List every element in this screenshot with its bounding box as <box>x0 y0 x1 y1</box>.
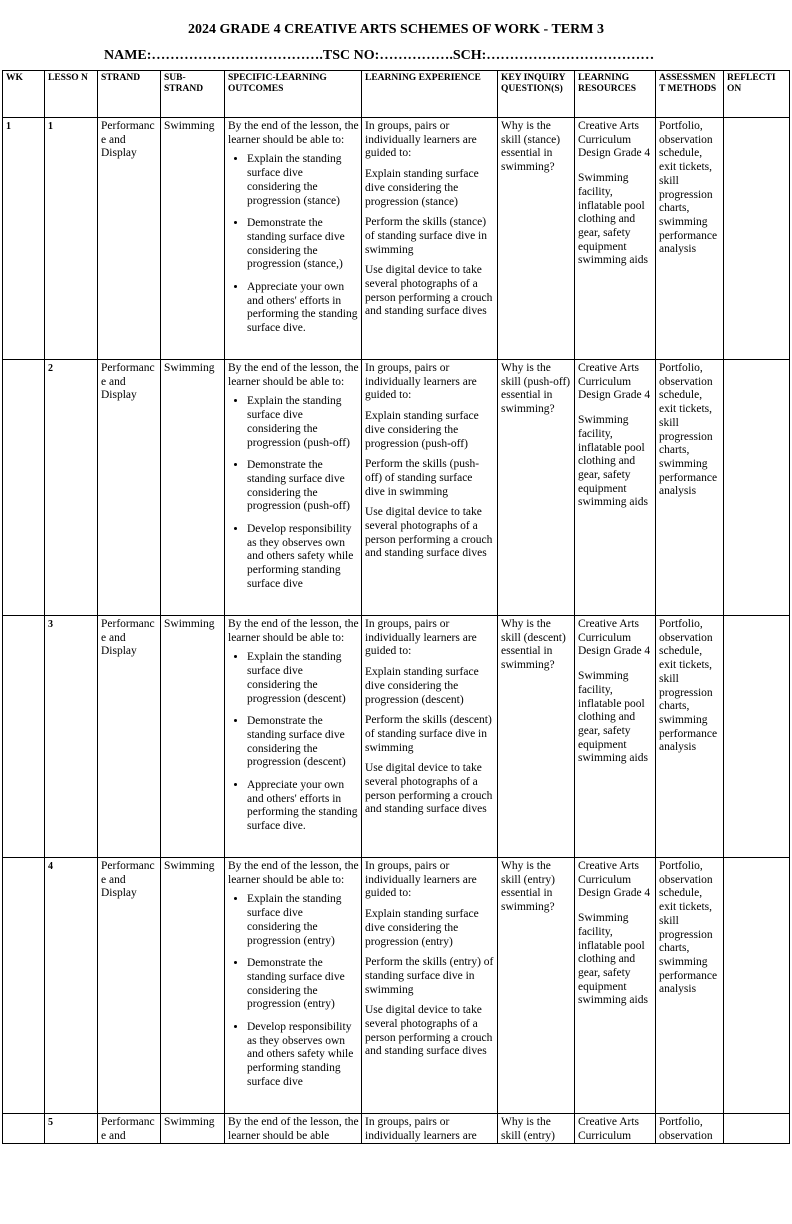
wk-cell <box>3 616 45 858</box>
resources-cell <box>575 360 656 616</box>
outcomes-cell <box>225 360 362 616</box>
outcome-item: • Explain the standing surface dive considering the progression (descent) <box>247 651 359 706</box>
reflection-cell <box>724 118 790 360</box>
col-header-outcomes: SPECIFIC-LEARNING OUTCOMES <box>225 71 362 118</box>
strand-cell: Performance and <box>98 1114 161 1144</box>
name-tsc-school-line: NAME:……………………………….TSC NO:…………….SCH:……………………………… <box>104 48 655 63</box>
question-cell: Why is the skill (entry) <box>498 1114 575 1144</box>
outcome-item: • Demonstrate the standing surface dive considering the progression (descent) <box>247 715 359 770</box>
strand-cell: Performance and Display <box>98 616 161 858</box>
col-header-wk: WK <box>3 71 45 118</box>
resources-design: Creative Arts Curriculum Design Grade 4 <box>578 860 651 900</box>
lesson-cell: 3 <box>45 616 98 858</box>
outcomes-list <box>228 395 359 591</box>
scheme-of-work-table <box>2 70 790 1144</box>
outcomes-cell <box>225 1114 362 1144</box>
resources-cell <box>575 118 656 360</box>
col-header-sub-strand: SUB-STRAND <box>161 71 225 118</box>
lesson-cell: 1 <box>45 118 98 360</box>
experience-para: Use digital device to take several photographs of a person performing a crouch and standing surface dives <box>365 264 493 318</box>
assessment-cell: Portfolio, observation schedule, exit tickets, skill progression charts, swimming performance analysis <box>656 118 724 360</box>
wk-cell <box>3 1114 45 1144</box>
resources-cell <box>575 616 656 858</box>
outcomes-intro: By the end of the lesson, the learner should be able to: <box>228 362 359 388</box>
sub-strand-cell: Swimming <box>161 118 225 360</box>
table-header-row <box>3 71 790 118</box>
resources-design: Creative Arts Curriculum <box>578 1116 639 1142</box>
sub-strand-cell: Swimming <box>161 858 225 1114</box>
outcome-item: • Explain the standing surface dive considering the progression (stance) <box>247 153 359 208</box>
assessment-cell: Portfolio, observation <box>656 1114 724 1144</box>
resources-design: Creative Arts Curriculum Design Grade 4 <box>578 618 651 658</box>
experience-para: Explain standing surface dive considering the progression (push-off) <box>365 410 479 450</box>
experience-para: Perform the skills (entry) of standing surface dive in swimming <box>365 956 494 996</box>
wk-cell: 1 <box>3 118 45 360</box>
outcomes-cell <box>225 118 362 360</box>
col-header-lesson: LESSO N <box>45 71 98 118</box>
resources-cell <box>575 1114 656 1144</box>
experience-cell <box>362 1114 498 1144</box>
experience-cell <box>362 360 498 616</box>
outcome-item: • Demonstrate the standing surface dive considering the progression (entry) <box>247 957 359 1012</box>
experience-para: Explain standing surface dive considering the progression (descent) <box>365 666 479 706</box>
experience-para: Use digital device to take several photographs of a person performing a crouch and standing surface dives <box>365 1004 493 1058</box>
experience-cell <box>362 858 498 1114</box>
resources-cell <box>575 858 656 1114</box>
experience-para: In groups, pairs or individually learners are <box>365 1116 477 1142</box>
experience-para: In groups, pairs or individually learners are guided to: <box>365 362 477 402</box>
document-title: 2024 GRADE 4 CREATIVE ARTS SCHEMES OF WORK - TERM 3 <box>188 22 604 37</box>
experience-para: In groups, pairs or individually learners are guided to: <box>365 618 477 658</box>
resources-materials: Swimming facility, inflatable pool clothing and gear, safety equipment swimming aids <box>578 670 648 765</box>
sub-strand-cell: Swimming <box>161 1114 225 1144</box>
table-row <box>3 616 790 858</box>
experience-para: Perform the skills (stance) of standing surface dive in swimming <box>365 216 487 256</box>
wk-cell <box>3 858 45 1114</box>
reflection-cell <box>724 858 790 1114</box>
outcomes-intro: By the end of the lesson, the learner should be able to: <box>228 618 359 644</box>
outcome-item: • Demonstrate the standing surface dive considering the progression (push-off) <box>247 459 359 514</box>
col-header-question: KEY INQUIRY QUESTION(S) <box>498 71 575 118</box>
experience-para: Use digital device to take several photographs of a person performing a crouch and standing surface dives <box>365 762 493 816</box>
outcome-item: • Demonstrate the standing surface dive considering the progression (stance,) <box>247 217 359 272</box>
experience-para: Use digital device to take several photographs of a person performing a crouch and standing surface dives <box>365 506 493 560</box>
outcomes-cell <box>225 858 362 1114</box>
lesson-cell: 2 <box>45 360 98 616</box>
table-row <box>3 118 790 360</box>
reflection-cell <box>724 616 790 858</box>
assessment-cell: Portfolio, observation schedule, exit tickets, skill progression charts, swimming performance analysis <box>656 360 724 616</box>
assessment-cell: Portfolio, observation schedule, exit tickets, skill progression charts, swimming performance analysis <box>656 616 724 858</box>
outcomes-list <box>228 893 359 1089</box>
experience-para: Explain standing surface dive considering the progression (stance) <box>365 168 479 208</box>
outcomes-list <box>228 651 359 833</box>
outcome-item: • Develop responsibility as they observes own and others safety while performing standing surface dive <box>247 1021 359 1090</box>
assessment-cell: Portfolio, observation schedule, exit tickets, skill progression charts, swimming performance analysis <box>656 858 724 1114</box>
sub-strand-cell: Swimming <box>161 616 225 858</box>
wk-cell <box>3 360 45 616</box>
experience-para: Explain standing surface dive considering the progression (entry) <box>365 908 479 948</box>
col-header-reflection: REFLECTI ON <box>724 71 790 118</box>
outcomes-list <box>228 153 359 335</box>
outcomes-intro: By the end of the lesson, the learner should be able <box>228 1116 359 1142</box>
strand-cell: Performance and Display <box>98 858 161 1114</box>
resources-materials: Swimming facility, inflatable pool clothing and gear, safety equipment swimming aids <box>578 172 648 267</box>
sub-strand-cell: Swimming <box>161 360 225 616</box>
outcomes-cell <box>225 616 362 858</box>
resources-materials: Swimming facility, inflatable pool clothing and gear, safety equipment swimming aids <box>578 912 648 1007</box>
strand-cell: Performance and Display <box>98 118 161 360</box>
experience-para: In groups, pairs or individually learners are guided to: <box>365 120 477 160</box>
outcome-item: • Appreciate your own and others' efforts in performing the standing surface dive. <box>247 779 359 834</box>
table-row <box>3 360 790 616</box>
lesson-cell: 4 <box>45 858 98 1114</box>
outcome-item: • Explain the standing surface dive considering the progression (entry) <box>247 893 359 948</box>
experience-cell <box>362 616 498 858</box>
outcome-item: • Explain the standing surface dive considering the progression (push-off) <box>247 395 359 450</box>
experience-para: In groups, pairs or individually learners are guided to: <box>365 860 477 900</box>
strand-cell: Performance and Display <box>98 360 161 616</box>
outcomes-intro: By the end of the lesson, the learner should be able to: <box>228 860 359 886</box>
outcome-item: • Develop responsibility as they observes own and others safety while performing standing surface dive <box>247 523 359 592</box>
reflection-cell <box>724 360 790 616</box>
resources-design: Creative Arts Curriculum Design Grade 4 <box>578 362 651 402</box>
question-cell: Why is the skill (stance) essential in swimming? <box>498 118 575 360</box>
experience-para: Perform the skills (push-off) of standing surface dive in swimming <box>365 458 480 498</box>
lesson-cell: 5 <box>45 1114 98 1144</box>
question-cell: Why is the skill (entry) essential in swimming? <box>498 858 575 1114</box>
table-row <box>3 1114 790 1144</box>
reflection-cell <box>724 1114 790 1144</box>
resources-design: Creative Arts Curriculum Design Grade 4 <box>578 120 651 160</box>
table-row <box>3 858 790 1114</box>
col-header-assessment: ASSESSMEN T METHODS <box>656 71 724 118</box>
experience-cell <box>362 118 498 360</box>
col-header-resources: LEARNING RESOURCES <box>575 71 656 118</box>
question-cell: Why is the skill (push-off) essential in swimming? <box>498 360 575 616</box>
col-header-strand: STRAND <box>98 71 161 118</box>
experience-para: Perform the skills (descent) of standing surface dive in swimming <box>365 714 492 754</box>
outcomes-intro: By the end of the lesson, the learner should be able to: <box>228 120 359 146</box>
col-header-experience: LEARNING EXPERIENCE <box>362 71 498 118</box>
question-cell: Why is the skill (descent) essential in swimming? <box>498 616 575 858</box>
outcome-item: • Appreciate your own and others' efforts in performing the standing surface dive. <box>247 281 359 336</box>
resources-materials: Swimming facility, inflatable pool clothing and gear, safety equipment swimming aids <box>578 414 648 509</box>
